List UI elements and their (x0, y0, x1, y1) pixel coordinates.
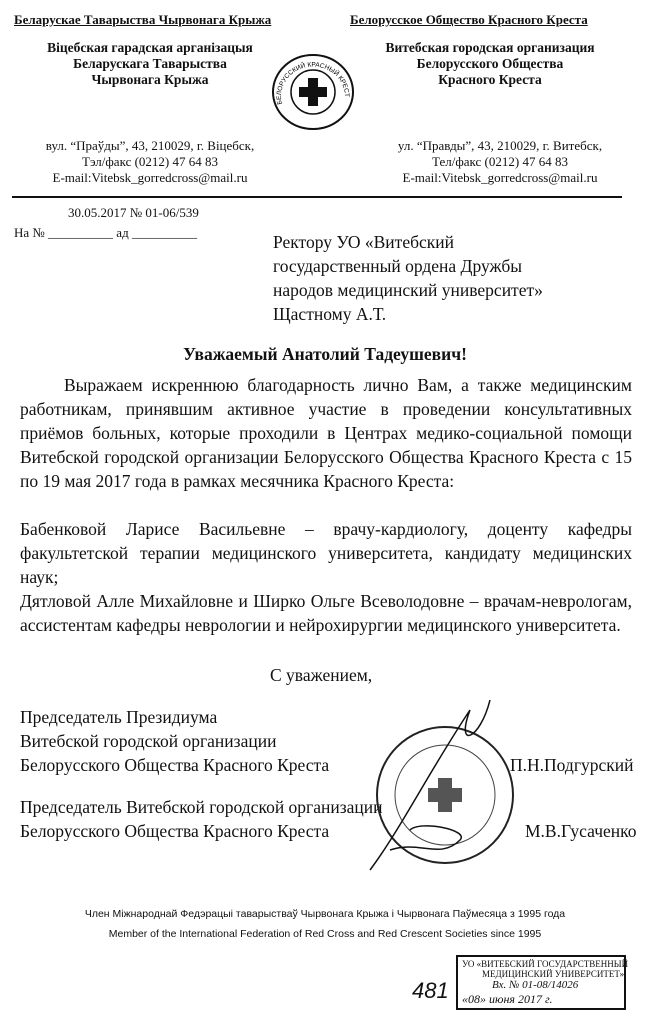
addressee-line: Ректору УО «Витебский (273, 232, 454, 252)
signatory-name-2: М.В.Гусаченко (525, 821, 637, 841)
ru-org-line: Белорусского Общества (416, 56, 564, 71)
ru-email: E-mail:Vitebsk_gorredcross@mail.ru (402, 170, 598, 185)
ru-org-line: Витебская городская организация (385, 40, 595, 55)
reply-reference: На № __________ ад __________ (14, 225, 197, 240)
ru-org-line: Красного Креста (438, 72, 542, 87)
handwritten-number: 481 (412, 978, 449, 1003)
signatory-title: Председатель Президиума (20, 707, 218, 727)
stamp-month: июня (489, 992, 515, 1006)
ru-title: Белорусское Общество Красного Креста (350, 12, 588, 27)
date-number: 30.05.2017 № 01-06/539 (68, 205, 199, 220)
header-divider (12, 196, 622, 198)
stamp-line: УО «ВИТЕБСКИЙ ГОСУДАРСТВЕННЫЙ (462, 959, 629, 969)
by-address (20, 138, 280, 186)
stamp-day: «08» (462, 992, 486, 1006)
signatory-title: Белорусского Общества Красного Креста (20, 821, 330, 841)
official-seal-and-signature (360, 690, 530, 880)
by-org-line: Беларускага Таварыства (73, 56, 227, 71)
by-phone: Тэл/факс (0212) 47 64 83 (82, 154, 218, 169)
by-title: Беларускае Таварыства Чырвонага Крыжа (14, 12, 272, 27)
incoming-stamp (456, 955, 629, 1010)
signatory-title: Председатель Витебской городской организации (20, 797, 383, 817)
footer-en: Member of the International Federation of Red Cross and Red Crescent Societies since 1995 (108, 928, 542, 940)
signatory-title: Витебской городской организации (20, 731, 277, 751)
addressee-line: Щастному А.Т. (273, 304, 387, 324)
ru-org (370, 40, 610, 88)
signatory-title: Белорусского Общества Красного Креста (20, 755, 330, 775)
signatory-name-1: П.Н.Подгурский (510, 755, 634, 775)
red-cross-logo (270, 52, 356, 132)
paragraph-dyatlova: Дятловой Алле Михайловне и Ширко Ольге Всеволодовне – врачам-неврологам, ассистентам кафедры неврологии и нейрохирургии медицинского университета. (20, 591, 632, 635)
greeting: Уважаемый Анатолий Тадеушевич! (183, 344, 467, 364)
logo-text: БЕЛОРУССКИЙ КРАСНЫЙ КРЕСТ (275, 61, 351, 106)
addressee-line: государственный ордена Дружбы (273, 256, 523, 276)
by-org-line: Віцебская гарадская арганізацыя (47, 40, 253, 55)
stamp-number: Вх. № 01-08/14026 (492, 979, 579, 991)
by-org (30, 40, 270, 88)
by-org-line: Чырвонага Крыжа (91, 72, 209, 87)
stamp-year: 2017 г. (518, 992, 553, 1006)
signature-block-2 (20, 795, 383, 843)
addressee (273, 230, 543, 326)
closing: С уважением, (270, 665, 373, 685)
paragraph-babenkova: Бабенковой Ларисе Васильевне – врачу-кардиологу, доценту кафедры факультетской терапии медицинского университета, кандидату медицинских наук; (20, 519, 632, 587)
stamp-line: МЕДИЦИНСКИЙ УНИВЕРСИТЕТ» (482, 969, 625, 979)
footer-by: Член Міжнароднай Федэрацыі таварыстваў Чырвонага Крыжа і Чырвонага Паўмесяца з 1995 года (84, 908, 566, 920)
by-email: E-mail:Vitebsk_gorredcross@mail.ru (52, 170, 248, 185)
signature-block-1 (20, 705, 329, 777)
paragraph-thanks: Выражаем искреннюю благодарность лично Вам, а также медицинским работникам, принявшим активное участие в проведении консультативных приёмов больных, которые проходили в Центрах медико-социальной помощи Витебской городской организации Белорусского Общества Красного Креста с 15 по 19 мая 2017 года в рамках месячника Красного Креста: (20, 375, 632, 491)
ru-phone: Тел/факс (0212) 47 64 83 (432, 154, 568, 169)
addressee-line: народов медицинский университет» (273, 280, 543, 300)
ru-address (370, 138, 630, 186)
ru-address-line: ул. “Правды”, 43, 210029, г. Витебск, (397, 138, 603, 153)
by-address-line: вул. “Праўды”, 43, 210029, г. Віцебск, (45, 138, 255, 153)
